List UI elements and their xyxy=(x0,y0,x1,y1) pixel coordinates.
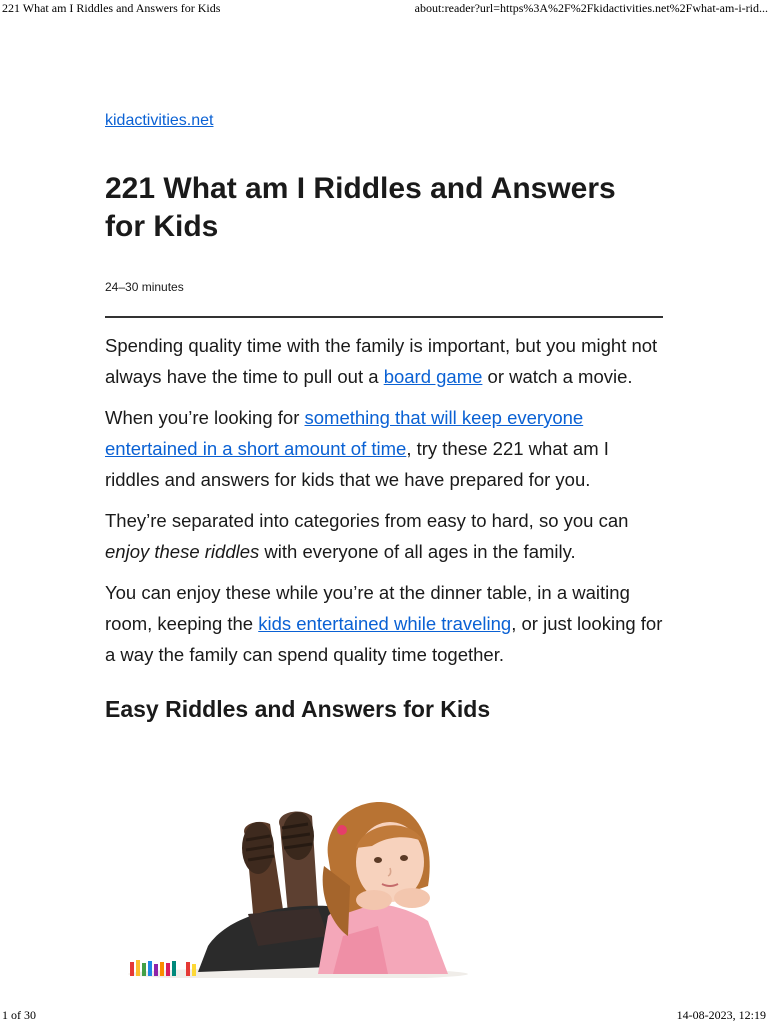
crayons xyxy=(130,960,196,976)
text: with everyone of all ages in the family. xyxy=(259,541,576,562)
girl-lying-down-image xyxy=(128,796,488,978)
print-datetime: 14-08-2023, 12:19 xyxy=(676,1008,766,1022)
text: Spending quality time with the family is important, but you might not always have the time to pull out a xyxy=(105,335,658,387)
page-number: 1 of 30 xyxy=(2,1008,36,1022)
text: When you’re looking for xyxy=(105,407,305,428)
text: , or just looking for a way the family can spend quality time together. xyxy=(105,613,663,665)
text: They’re separated into categories from easy to hard, so you can xyxy=(105,510,629,531)
reading-time: 24–30 minutes xyxy=(105,280,184,294)
paragraph-intro xyxy=(105,330,663,392)
article-title: 221 What am I Riddles and Answers for Kids xyxy=(105,172,616,243)
kids-entertained-traveling-link[interactable]: kids entertained while traveling xyxy=(258,613,512,634)
print-header-title: 221 What am I Riddles and Answers for Kids xyxy=(2,1,221,15)
board-game-link[interactable]: board game xyxy=(383,366,483,387)
text: , try these 221 what am I riddles and answers for kids that we have prepared for you. xyxy=(105,438,609,490)
text: You can enjoy these while you’re at the dinner table, in a waiting room, keeping the xyxy=(105,582,630,634)
keep-everyone-entertained-link[interactable]: something that will keep everyone entertained in a short amount of time xyxy=(105,407,584,459)
paragraph-enjoy xyxy=(105,577,663,670)
emphasis-text: enjoy these riddles xyxy=(105,541,260,562)
print-header-url: about:reader?url=https%3A%2F%2Fkidactivities.net%2Fwhat-am-i-rid... xyxy=(414,1,768,15)
text: or watch a movie. xyxy=(482,366,633,387)
paragraph-categories xyxy=(105,505,663,567)
header-divider xyxy=(105,316,663,318)
article-body xyxy=(105,330,663,670)
paragraph-looking-for xyxy=(105,402,663,495)
reader-view-article xyxy=(105,112,663,724)
source-domain-link[interactable]: kidactivities.net xyxy=(105,112,214,129)
section-heading-easy-riddles: Easy Riddles and Answers for Kids xyxy=(105,696,491,722)
print-header xyxy=(0,0,768,16)
print-footer xyxy=(0,1006,768,1024)
